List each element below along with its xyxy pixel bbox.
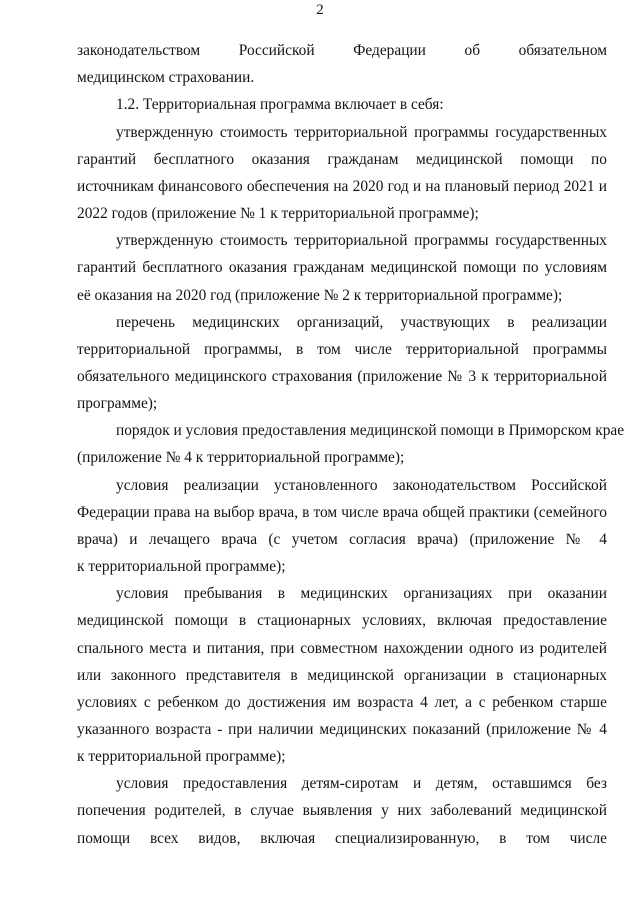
text-line: помощи всех видов, включая специализированную, в том числе bbox=[77, 830, 607, 847]
text-line: территориальной программы, в том числе территориальной программы bbox=[77, 341, 607, 358]
text-line: источникам финансового обеспечения на 2020 год и на плановый период 2021 и bbox=[77, 178, 607, 195]
text-line: 1.2. Территориальная программа включает в себя: bbox=[116, 96, 444, 113]
text-line: гарантий бесплатного оказания гражданам медицинской помощи по условиям bbox=[77, 259, 607, 276]
text-line: условиях с ребенком до достижения им возраста 4 лет, а с ребенком старше bbox=[77, 694, 607, 711]
text-line: условия реализации установленного законодательством Российской bbox=[116, 477, 607, 494]
text-line: медицинской помощи в стационарных условиях, включая предоставление bbox=[77, 612, 607, 629]
text-line: её оказания на 2020 год (приложение № 2 к территориальной программе); bbox=[77, 287, 563, 304]
text-line: (приложение № 4 к территориальной программе); bbox=[77, 449, 405, 466]
text-line: условия пребывания в медицинских организациях при оказании bbox=[116, 585, 607, 602]
text-line: перечень медицинских организаций, участвующих в реализации bbox=[116, 314, 607, 331]
text-line: гарантий бесплатного оказания гражданам медицинской помощи по bbox=[77, 151, 607, 168]
text-line: медицинском страховании. bbox=[77, 69, 255, 86]
text-line: программе); bbox=[77, 395, 158, 412]
text-line: законодательством Российской Федерации об обязательном bbox=[77, 42, 607, 59]
text-line: обязательного медицинского страхования (приложение № 3 к территориальной bbox=[77, 368, 607, 385]
text-line: или законного представителя в медицинской организации в стационарных bbox=[77, 667, 607, 684]
text-line: к территориальной программе); bbox=[77, 748, 286, 765]
text-line: спального места и питания, при совместном нахождении одного из родителей bbox=[77, 640, 607, 657]
text-line: утвержденную стоимость территориальной программы государственных bbox=[116, 232, 607, 249]
page-number: 2 bbox=[316, 2, 324, 18]
text-line: утвержденную стоимость территориальной программы государственных bbox=[116, 124, 607, 141]
text-line: условия предоставления детям-сиротам и детям, оставшимся без bbox=[116, 775, 607, 792]
text-line: порядок и условия предоставления медицинской помощи в Приморском крае bbox=[116, 422, 625, 439]
text-line: Федерации права на выбор врача, в том числе врача общей практики (семейного bbox=[77, 504, 607, 521]
text-line: указанного возраста - при наличии медицинских показаний (приложение № 4 bbox=[77, 721, 607, 738]
text-line: попечения родителей, в случае выявления у них заболеваний медицинской bbox=[77, 802, 607, 819]
text-line: врача) и лечащего врача (с учетом согласия врача) (приложение № 4 bbox=[77, 531, 607, 548]
text-line: к территориальной программе); bbox=[77, 558, 286, 575]
text-line: 2022 годов (приложение № 1 к территориальной программе); bbox=[77, 205, 479, 222]
